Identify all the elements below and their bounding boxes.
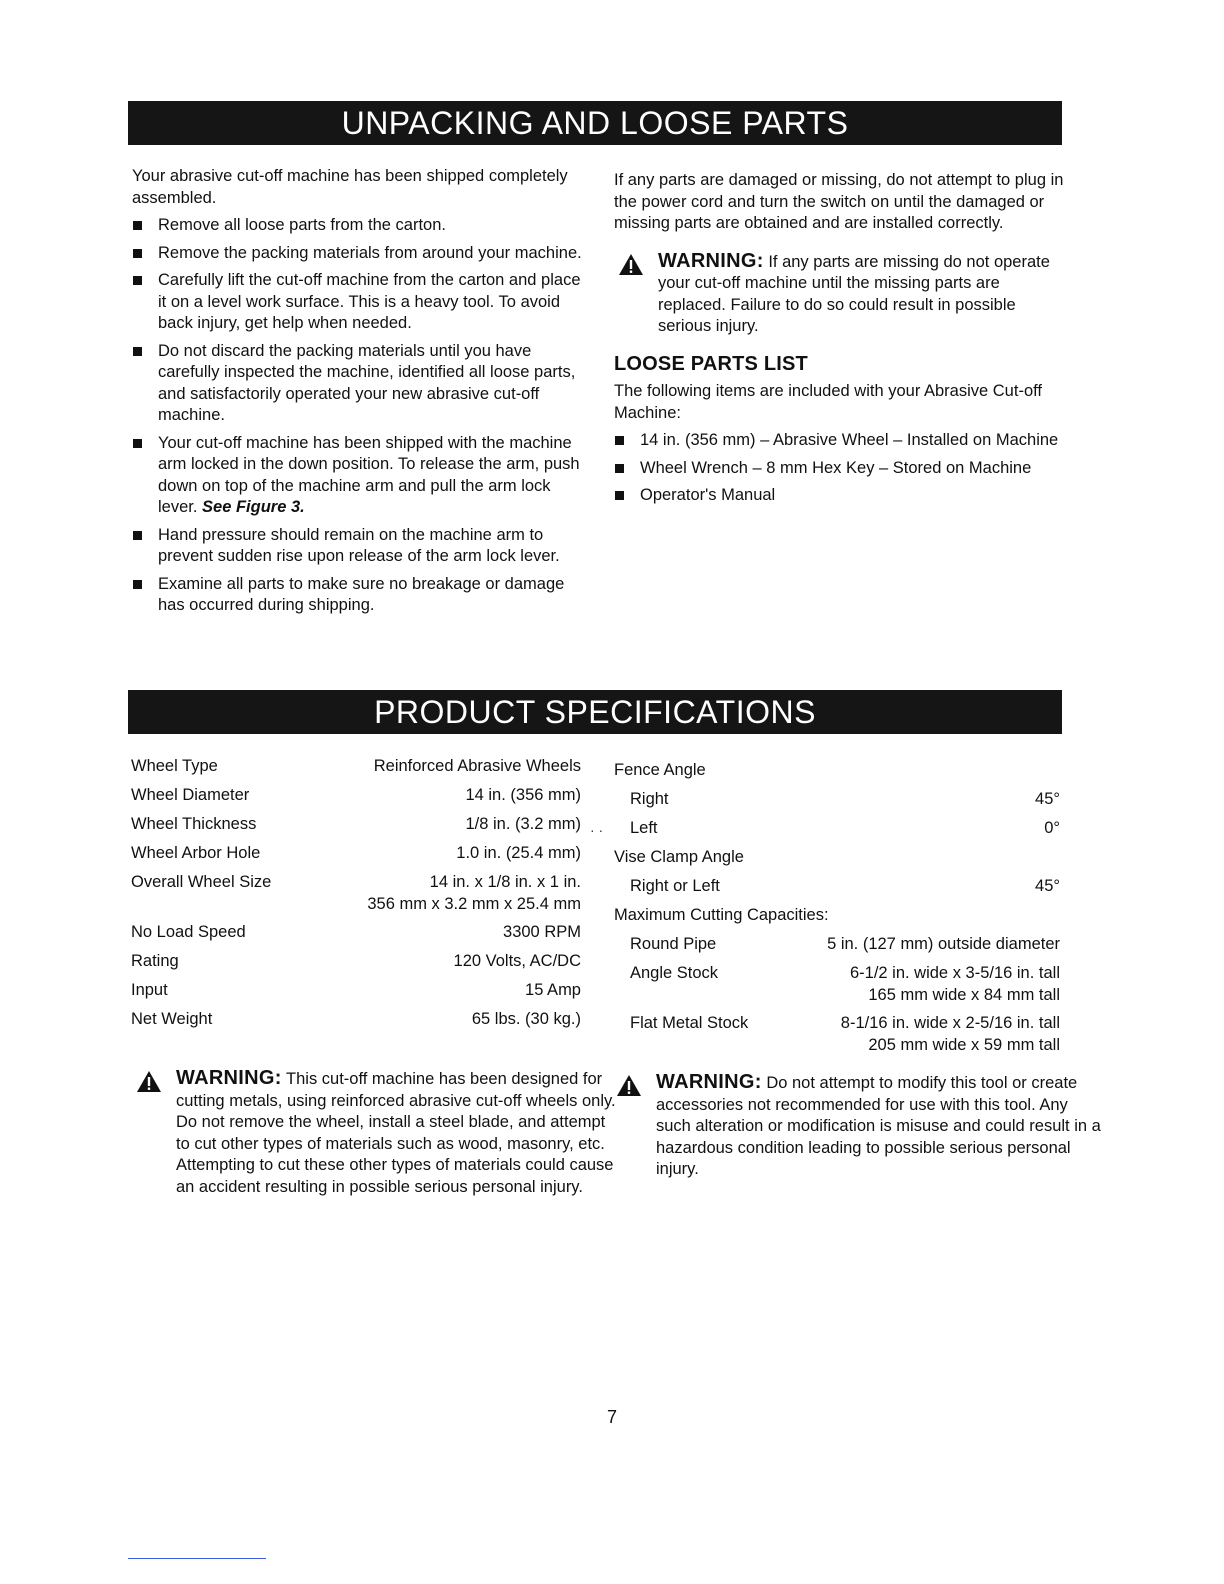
spec-label: Wheel Type [131, 757, 218, 775]
bullet-text: Your cut-off machine has been shipped with the machine arm locked in the down position. To release the arm, push down on top of the machine arm and pull the arm lock lever. [158, 433, 580, 516]
bullet-square-icon [615, 464, 624, 473]
list-item [614, 430, 1064, 452]
bullet-text: Wheel Wrench – 8 mm Hex Key – Stored on Machine [640, 458, 1032, 477]
table-row [614, 760, 1060, 789]
bullet-text: Hand pressure should remain on the machine arm to prevent sudden rise upon release of the arm lock lever. [158, 525, 560, 565]
list-item [132, 243, 582, 265]
spec-label: Net Weight [131, 1010, 213, 1028]
spec-group-label: Maximum Cutting Capacities: [614, 906, 829, 924]
bullet-square-icon [133, 347, 142, 356]
table-row [614, 818, 1060, 847]
table-row [614, 876, 1060, 905]
bullet-square-icon [133, 439, 142, 448]
spec-value-metric: 165 mm wide x 84 mm tall [868, 985, 1060, 1004]
table-row [614, 789, 1060, 818]
table-row [614, 905, 1060, 934]
table-row [614, 963, 1060, 1013]
spec-value-imperial: 6-1/2 in. wide x 3-5/16 in. tall [849, 964, 1060, 982]
warning-text: This cut-off machine has been designed for cutting metals, using reinforced abrasive cut-off wheels only. Do not remove the wheel, install a steel blade, and attempt to cut other types of materials such as wood, masonry, etc. Attempting to cut these other types of materials could cause an accident resulting in possible serious personal injury. [176, 1070, 616, 1196]
loose-parts-title: LOOSE PARTS LIST [614, 352, 808, 375]
table-row [131, 872, 581, 922]
bullet-square-icon [133, 531, 142, 540]
list-item [132, 270, 582, 335]
unpacking-right-column [614, 170, 1064, 513]
bullet-square-icon [615, 436, 624, 445]
unpacking-intro: Your abrasive cut-off machine has been shipped completely assembled. [132, 167, 568, 207]
spec-value-metric: 356 mm x 3.2 mm x 25.4 mm [367, 894, 581, 913]
bullet-square-icon [615, 491, 624, 500]
list-item [132, 341, 582, 427]
spec-value: 1.0 in. (25.4 mm) [456, 844, 581, 862]
spec-label: Left [630, 819, 658, 837]
loose-parts-list [614, 430, 1064, 507]
spec-value-imperial: 14 in. x 1/8 in. x 1 in. [429, 873, 581, 891]
list-item [132, 433, 582, 519]
bullet-text: Remove all loose parts from the carton. [158, 216, 446, 234]
spec-group-label: Vise Clamp Angle [614, 848, 744, 866]
spec-value: 1/8 in. (3.2 mm) [465, 815, 581, 833]
table-row [131, 756, 581, 785]
leader-dots: · · [590, 822, 604, 838]
spec-value: 120 Volts, AC/DC [453, 952, 581, 970]
specifications-left-table [131, 756, 581, 1038]
spec-value: 3300 RPM [503, 923, 581, 941]
warning-label: WARNING: [656, 1071, 762, 1093]
table-row [131, 980, 581, 1009]
table-row [131, 814, 581, 843]
bullet-text: Remove the packing materials from around your machine. [158, 243, 582, 262]
bullet-square-icon [133, 221, 142, 230]
page-number: 7 [606, 1407, 617, 1427]
modification-warning-right [612, 1072, 1106, 1181]
figure-reference: See Figure 3. [202, 498, 305, 516]
misuse-warning-left [132, 1068, 616, 1198]
spec-value [777, 963, 1060, 1013]
table-row [614, 934, 1060, 963]
spec-label: Rating [131, 952, 179, 970]
spec-value: 65 lbs. (30 kg.) [471, 1010, 581, 1028]
section-banner-unpacking: UNPACKING AND LOOSE PARTS [128, 101, 1062, 145]
table-row [614, 1013, 1060, 1063]
bullet-text: 14 in. (356 mm) – Abrasive Wheel – Installed on Machine [640, 431, 1059, 449]
missing-parts-warning [614, 251, 1064, 338]
missing-parts-note: If any parts are damaged or missing, do not attempt to plug in the power cord and turn the switch on until the damaged or missing parts are obtained and are installed correctly. [614, 171, 1064, 232]
bullet-square-icon [133, 249, 142, 258]
warning-text: If any parts are missing do not operate your cut-off machine until the missing parts are replaced. Failure to do so could result in possible serious injury. [658, 252, 1050, 335]
spec-label: Right [630, 790, 669, 808]
bullet-text: Operator's Manual [640, 486, 776, 504]
list-item [614, 458, 1064, 480]
loose-parts-intro: The following items are included with your Abrasive Cut-off Machine: [614, 382, 1042, 422]
spec-label: Wheel Diameter [131, 786, 250, 804]
unpacking-left-column [132, 166, 582, 623]
spec-value: Reinforced Abrasive Wheels [373, 757, 581, 775]
bullet-text: Examine all parts to make sure no breakage or damage has occurred during shipping. [158, 574, 565, 614]
spec-label: Overall Wheel Size [131, 873, 272, 891]
footer-rule [128, 1558, 266, 1559]
specifications-right-table [614, 760, 1060, 1063]
spec-value: 45° [1035, 790, 1060, 808]
table-row [131, 922, 581, 951]
spec-value-imperial: 8-1/16 in. wide x 2-5/16 in. tall [840, 1014, 1060, 1032]
table-row [131, 1009, 581, 1038]
spec-value [341, 872, 581, 922]
spec-value: 15 Amp [525, 981, 581, 999]
table-row [131, 951, 581, 980]
spec-value: 14 in. (356 mm) [465, 786, 581, 804]
list-item [132, 525, 582, 568]
warning-label: WARNING: [176, 1067, 282, 1089]
unpacking-bullet-list [132, 215, 582, 617]
spec-value: 45° [1035, 877, 1060, 895]
spec-label: Round Pipe [630, 935, 717, 953]
spec-label: Flat Metal Stock [630, 1014, 749, 1032]
spec-label: Angle Stock [630, 964, 719, 982]
bullet-square-icon [133, 276, 142, 285]
table-row [614, 847, 1060, 876]
spec-label: Input [131, 981, 168, 999]
table-row [131, 843, 581, 872]
spec-label: Wheel Thickness [131, 815, 257, 833]
warning-text: Do not attempt to modify this tool or create accessories not recommended for use with this tool. Any such alteration or modification is misuse and could result in a hazardous condition leading to possible serious personal injury. [656, 1074, 1101, 1178]
warning-label: WARNING: [658, 249, 764, 272]
spec-value: 5 in. (127 mm) outside diameter [827, 935, 1060, 953]
spec-label: No Load Speed [131, 923, 246, 941]
spec-value-metric: 205 mm wide x 59 mm tall [868, 1035, 1060, 1054]
warning-triangle-icon [618, 253, 644, 276]
list-item [132, 574, 582, 617]
bullet-text: Do not discard the packing materials until you have carefully inspected the machine, identified all loose parts, and satisfactorily operated your new abrasive cut-off machine. [158, 341, 576, 424]
spec-label: Right or Left [630, 877, 720, 895]
bullet-text: Carefully lift the cut-off machine from the carton and place it on a level work surface. This is a heavy tool. To avoid back injury, get help when needed. [158, 271, 581, 332]
spec-group-label: Fence Angle [614, 761, 706, 779]
spec-value [777, 1013, 1060, 1063]
bullet-square-icon [133, 580, 142, 589]
spec-value: 0° [1044, 819, 1060, 837]
warning-triangle-icon [616, 1074, 642, 1097]
table-row [131, 785, 581, 814]
list-item [132, 215, 582, 237]
list-item [614, 485, 1064, 507]
spec-label: Wheel Arbor Hole [131, 844, 261, 862]
warning-triangle-icon [136, 1070, 162, 1093]
section-banner-specifications: PRODUCT SPECIFICATIONS [128, 690, 1062, 734]
